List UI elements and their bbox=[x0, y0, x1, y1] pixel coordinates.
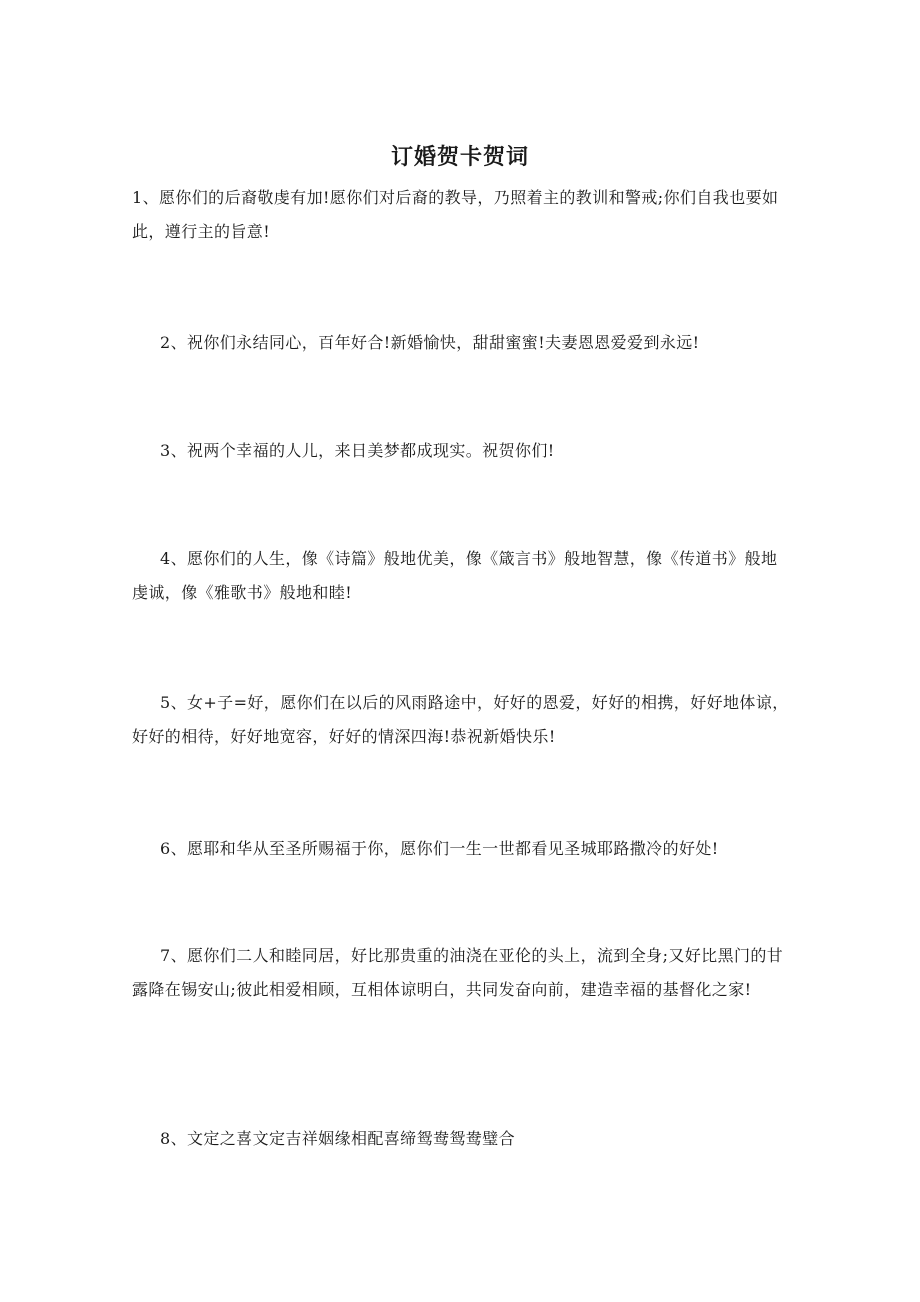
paragraph-1: 1、愿你们的后裔敬虔有加!愿你们对后裔的教导，乃照着主的教训和警戒;你们自我也要如此，遵行主的旨意! bbox=[132, 188, 779, 241]
paragraph-7: 7、愿你们二人和睦同居，好比那贵重的油浇在亚伦的头上，流到全身;又好比黑门的甘露降在锡安山;彼此相爱相顾，互相体谅明白，共同发奋向前，建造幸福的基督化之家! bbox=[132, 946, 784, 999]
paragraph-6: 6、愿耶和华从至圣所赐福于你，愿你们一生一世都看见圣城耶路撒冷的好处! bbox=[160, 839, 719, 858]
document-title: 订婚贺卡贺词 bbox=[390, 144, 529, 170]
paragraph-8: 8、文定之喜文定吉祥姻缘相配喜缔鸳鸯鸳鸯璧合 bbox=[160, 1129, 515, 1148]
paragraph-3: 3、祝两个幸福的人儿，来日美梦都成现实。祝贺你们! bbox=[160, 441, 555, 460]
paragraph-5: 5、女+子=好，愿你们在以后的风雨路途中，好好的恩爱，好好的相携，好好地体谅，好好的相待，好好地宽容，好好的情深四海!恭祝新婚快乐! bbox=[132, 693, 789, 746]
paragraph-2: 2、祝你们永结同心，百年好合!新婚愉快，甜甜蜜蜜!夫妻恩恩爱爱到永远! bbox=[160, 333, 700, 352]
paragraph-4: 4、愿你们的人生，像《诗篇》般地优美，像《箴言书》般地智慧，像《传道书》般地虔诚，像《雅歌书》般地和睦! bbox=[132, 549, 778, 602]
